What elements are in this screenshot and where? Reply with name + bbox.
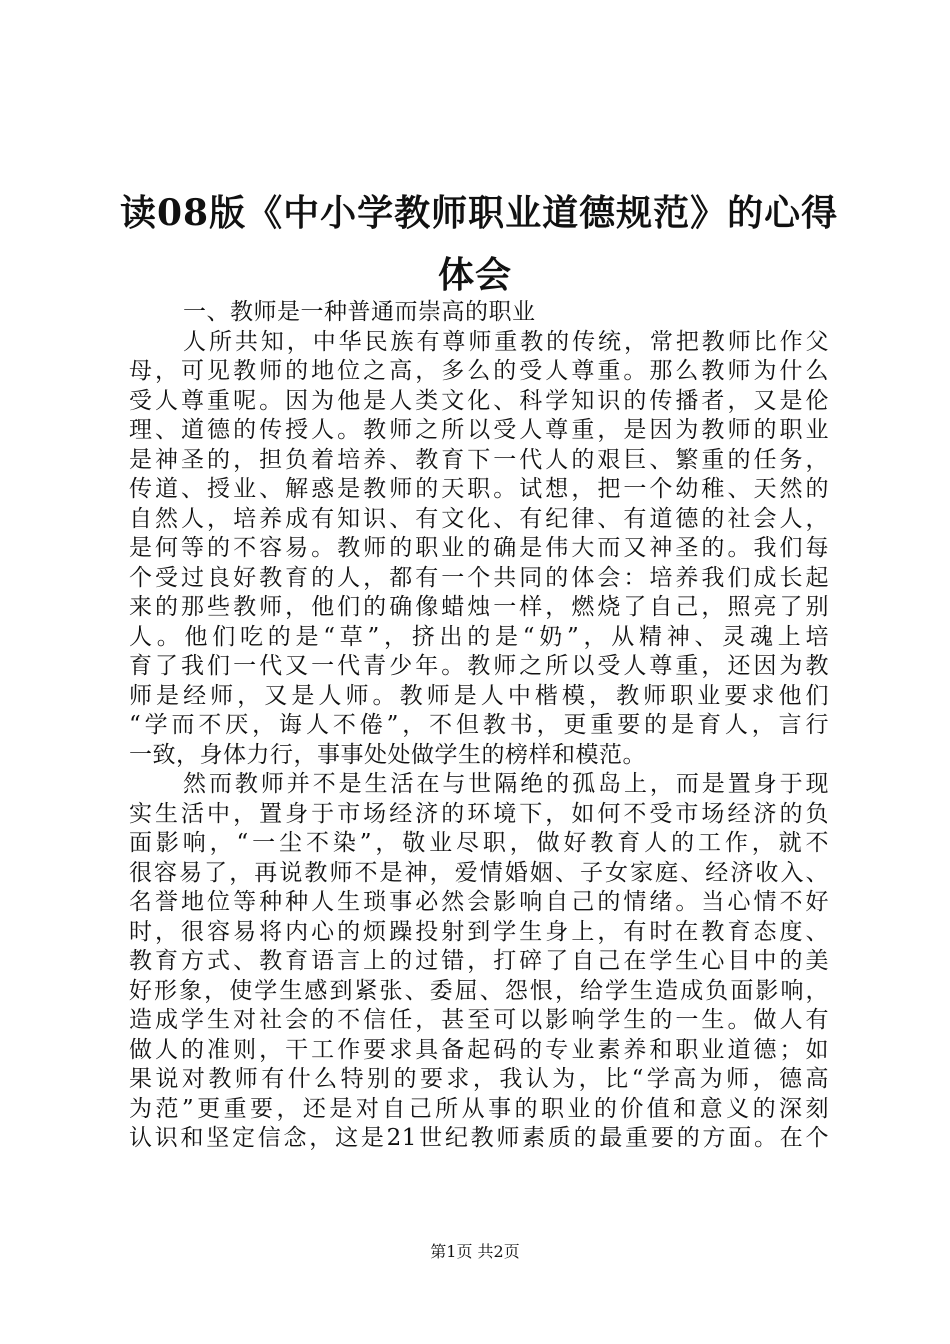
- paragraph-line: 师是经师，又是人师。教师是人中楷模，教师职业要求他们: [129, 682, 829, 709]
- paragraph-line: 育了我们一代又一代青少年。教师之所以受人尊重，还因为教: [129, 653, 829, 679]
- paragraph-line: 传道、授业、解惑是教师的天职。试想，把一个幼稚、天然的: [129, 476, 829, 502]
- paragraph-line: 做人的准则，干工作要求具备起码的专业素养和职业道德；如: [129, 1036, 829, 1063]
- paragraph-line: 受人尊重呢。因为他是人类文化、科学知识的传播者，又是伦: [129, 387, 829, 414]
- paragraph-line: 教育方式、教育语言上的过错，打碎了自己在学生心目中的美: [129, 948, 829, 974]
- paragraph-line: 好形象，使学生感到紧张、委屈、怨恨，给学生造成负面影响，: [129, 977, 829, 1004]
- paragraph-line: 名誉地位等种种人生琐事必然会影响自己的情绪。当心情不好: [129, 889, 829, 915]
- paragraph-line: 是神圣的，担负着培养、教育下一代人的艰巨、繁重的任务，: [129, 446, 829, 473]
- paragraph-line: 然而教师并不是生活在与世隔绝的孤岛上，而是置身于现: [183, 771, 829, 797]
- paragraph-line: 人。他们吃的是“草”，挤出的是“奶”，从精神、灵魂上培: [129, 623, 829, 650]
- paragraph-line: 认识和坚定信念，这是21世纪教师素质的最重要的方面。在个: [129, 1125, 829, 1151]
- paragraph-1: [129, 328, 829, 771]
- paragraph-line: 实生活中，置身于市场经济的环境下，如何不受市场经济的负: [129, 800, 829, 827]
- paragraph-line: 果说对教师有什么特别的要求，我认为，比“学高为师，德高: [129, 1066, 829, 1092]
- title-line: 读08版《中小学教师职业道德规范》的心得: [120, 192, 839, 234]
- paragraph-line: 面影响，“一尘不染”，敬业尽职，做好教育人的工作，就不: [129, 830, 829, 856]
- paragraph-line: 人所共知，中华民族有尊师重教的传统，常把教师比作父: [183, 328, 829, 355]
- paragraph-line: 造成学生对社会的不信任，甚至可以影响学生的一生。做人有: [129, 1007, 829, 1033]
- paragraph-line: 自然人，培养成有知识、有文化、有纪律、有道德的社会人，: [129, 505, 829, 532]
- paragraph-line: 为范”更重要，还是对自己所从事的职业的价值和意义的深刻: [129, 1095, 829, 1122]
- paragraph-line: 很容易了，再说教师不是神，爱情婚姻、子女家庭、经济收入、: [129, 859, 829, 886]
- paragraph-line: 个受过良好教育的人，都有一个共同的体会：培养我们成长起: [129, 564, 829, 591]
- document-title: [120, 182, 839, 306]
- document-body: [129, 298, 829, 1154]
- paragraph-line: 理、道德的传授人。教师之所以受人尊重，是因为教师的职业: [129, 417, 829, 443]
- section-heading: 一、教师是一种普通而崇高的职业: [183, 299, 536, 325]
- title-line: 体会: [437, 254, 512, 296]
- paragraph-line: 母，可见教师的地位之高，多么的受人尊重。那么教师为什么: [129, 358, 829, 384]
- page-number-footer: 第1页 共2页: [430, 1242, 520, 1261]
- paragraph-line: 是何等的不容易。教师的职业的确是伟大而又神圣的。我们每: [129, 535, 829, 561]
- paragraph-2: [129, 770, 829, 1154]
- paragraph-line: 一致，身体力行，事事处处做学生的榜样和模范。: [129, 741, 646, 768]
- paragraph-line: 时，很容易将内心的烦躁投射到学生身上，有时在教育态度、: [129, 918, 829, 945]
- paragraph-line: “学而不厌，诲人不倦”，不但教书，更重要的是育人，言行: [129, 712, 829, 738]
- paragraph-line: 来的那些教师，他们的确像蜡烛一样，燃烧了自己，照亮了别: [129, 594, 829, 620]
